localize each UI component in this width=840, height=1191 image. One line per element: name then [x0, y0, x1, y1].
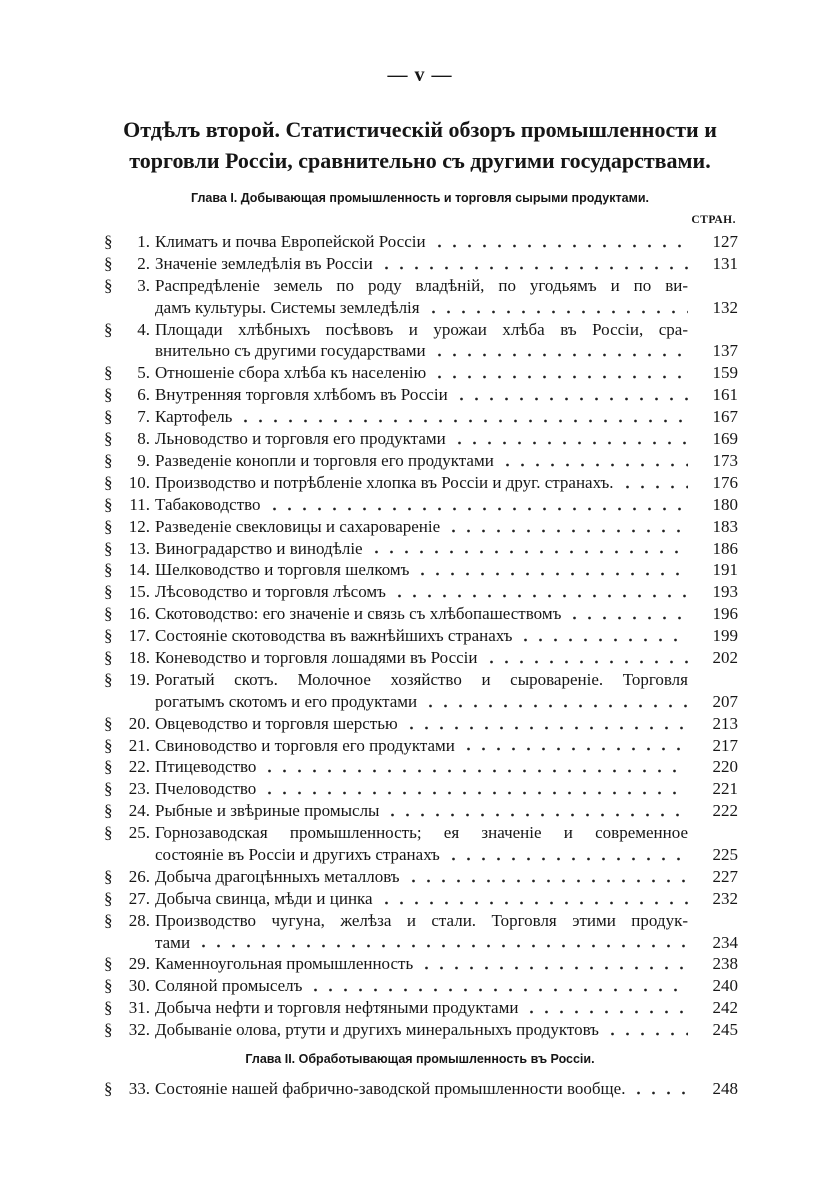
dot-leader [392, 581, 688, 603]
entry-line [155, 866, 738, 888]
entry-number: 5. [137, 363, 150, 383]
entry-number: 6. [137, 385, 150, 405]
entry-title: Разведеніе конопли и торговля его продуктами [155, 450, 494, 470]
section-sign: § [104, 998, 113, 1018]
entry-page: 242 [712, 998, 738, 1018]
section-sign: § [104, 538, 113, 558]
entry-number: 1. [137, 232, 150, 251]
entry-line [155, 384, 738, 406]
entry-body [155, 953, 738, 975]
toc-entry [104, 428, 738, 450]
entry-body [155, 822, 738, 866]
entry-number: 12. [128, 516, 150, 536]
entry-title: Пчеловодство [155, 779, 257, 799]
entry-line [155, 756, 738, 778]
entry-title: дамъ культуры. Системы земледѣлія [155, 297, 420, 317]
toc-entry [104, 362, 738, 384]
entry-body [155, 516, 738, 538]
section-sign: § [104, 647, 113, 667]
entry-body [155, 406, 738, 428]
entry-line [155, 472, 738, 494]
entry-line [155, 691, 738, 713]
dot-leader [567, 603, 688, 625]
entry-line [155, 1078, 738, 1100]
entry-page: 240 [712, 976, 738, 996]
toc-entry [104, 625, 738, 647]
entry-body [155, 713, 738, 735]
toc-entry [104, 559, 738, 581]
entry-title: Овцеводство и торговля шерстью [155, 713, 398, 733]
section-title-line-1: Отдѣлъ второй. Статистическій обзоръ промышленности и [123, 117, 717, 142]
entry-line [155, 822, 738, 844]
entry-line [155, 406, 738, 428]
entry-title: Рыбные и звѣриные промыслы [155, 801, 380, 821]
entry-line [155, 340, 738, 362]
section-sign: § [104, 954, 113, 974]
entry-line [155, 538, 738, 560]
entry-number: 18. [128, 647, 150, 667]
entry-body [155, 231, 738, 253]
section-sign: § [104, 472, 113, 492]
entry-page: 196 [712, 604, 738, 624]
entry-body [155, 778, 738, 800]
entry-number: 22. [128, 757, 150, 777]
dot-leader [454, 384, 688, 406]
entry-line [155, 319, 738, 341]
dot-leader [415, 559, 688, 581]
entry-number: 27. [128, 888, 150, 908]
entry-number: 9. [137, 450, 150, 470]
section-sign: § [104, 604, 113, 624]
entry-body [155, 647, 738, 669]
toc-entry [104, 384, 738, 406]
entry-page: 238 [712, 954, 738, 974]
entry-title: Площади хлѣбныхъ посѣвовъ и урожаи хлѣба въ Россіи, сра- [155, 319, 688, 339]
dot-leader [452, 428, 688, 450]
toc-entry [104, 953, 738, 975]
entry-title: Разведеніе свекловицы и сахаровареніе [155, 516, 441, 536]
dot-leader [379, 888, 688, 910]
entry-page: 180 [712, 494, 738, 514]
dot-leader [426, 297, 688, 319]
dot-leader [423, 691, 688, 713]
entry-body [155, 975, 738, 997]
dot-leader [620, 472, 689, 494]
entry-number: 17. [128, 626, 150, 646]
entry-page: 159 [712, 363, 738, 383]
entry-line [155, 581, 738, 603]
dot-leader [419, 953, 688, 975]
entry-line [155, 844, 738, 866]
dot-leader [369, 538, 688, 560]
entry-page: 207 [712, 691, 738, 711]
toc-entry [104, 581, 738, 603]
entry-line [155, 450, 738, 472]
entry-line [155, 735, 738, 757]
entry-body [155, 494, 738, 516]
toc-chapter-1 [104, 231, 738, 1041]
entry-title: Льноводство и торговля его продуктами [155, 429, 446, 449]
entry-title: внительно съ другими государствами [155, 341, 426, 361]
entry-page: 193 [712, 582, 738, 602]
toc-entry [104, 406, 738, 428]
entry-page: 234 [712, 932, 738, 952]
entry-page: 176 [712, 472, 738, 492]
entry-body [155, 319, 738, 363]
dot-leader [238, 406, 688, 428]
entry-body [155, 253, 738, 275]
entry-body [155, 1019, 738, 1041]
toc-entry [104, 756, 738, 778]
entry-body [155, 275, 738, 319]
entry-number: 2. [137, 253, 150, 273]
section-sign: § [104, 1020, 113, 1040]
entry-title: Соляной промыселъ [155, 976, 303, 996]
toc-entry [104, 319, 738, 363]
entry-page: 169 [712, 429, 738, 449]
entry-title: Свиноводство и торговля его продуктами [155, 735, 455, 755]
entry-page: 137 [712, 341, 738, 361]
entry-body [155, 800, 738, 822]
entry-number: 8. [137, 429, 150, 449]
section-sign: § [104, 669, 113, 689]
section-sign: § [104, 976, 113, 996]
entry-body [155, 756, 738, 778]
entry-line [155, 603, 738, 625]
entry-number: 3. [137, 275, 150, 295]
entry-line [155, 953, 738, 975]
entry-title: Производство чугуна, желѣза и стали. Торговля этими продук- [155, 910, 688, 930]
dot-leader [484, 647, 688, 669]
section-sign: § [104, 779, 113, 799]
toc-entry [104, 713, 738, 735]
entry-line [155, 253, 738, 275]
entry-title: Скотоводство: его значеніе и связь съ хлѣбопашествомъ [155, 604, 562, 624]
entry-page: 245 [712, 1020, 738, 1040]
entry-body [155, 450, 738, 472]
entry-body [155, 472, 738, 494]
entry-title: Добыча драгоцѣнныхъ металловъ [155, 866, 400, 886]
entry-body [155, 866, 738, 888]
toc-entry [104, 231, 738, 253]
dot-leader [432, 340, 688, 362]
entry-page: 161 [712, 385, 738, 405]
toc-entry [104, 997, 738, 1019]
entry-line [155, 888, 738, 910]
toc-entry [104, 603, 738, 625]
section-sign: § [104, 910, 113, 930]
entry-body [155, 997, 738, 1019]
toc-entry [104, 822, 738, 866]
entry-page: 248 [712, 1079, 738, 1098]
toc-entry [104, 1078, 738, 1100]
entry-body [155, 1078, 738, 1100]
entry-number: 19. [128, 669, 150, 689]
entry-number: 28. [128, 910, 150, 930]
toc-entry [104, 450, 738, 472]
entry-number: 24. [128, 801, 150, 821]
entry-title: рогатымъ скотомъ и его продуктами [155, 691, 418, 711]
dot-leader [267, 494, 688, 516]
entry-page: 217 [712, 735, 738, 755]
section-sign: § [104, 713, 113, 733]
entry-page: 225 [712, 844, 738, 864]
toc-entry [104, 494, 738, 516]
entry-line [155, 625, 738, 647]
dot-leader [461, 735, 688, 757]
entry-page: 213 [712, 713, 738, 733]
entry-body [155, 888, 738, 910]
toc-entry [104, 275, 738, 319]
entry-title: Виноградарство и винодѣліе [155, 538, 363, 558]
entry-line [155, 932, 738, 954]
entry-number: 23. [128, 779, 150, 799]
entry-number: 16. [128, 604, 150, 624]
section-sign: § [104, 735, 113, 755]
section-title-line-2: торговли Россіи, сравнительно съ другими государствами. [129, 148, 711, 173]
toc-entry [104, 888, 738, 910]
section-sign: § [104, 494, 113, 514]
dot-leader [406, 866, 688, 888]
entry-line [155, 669, 738, 691]
entry-line [155, 997, 738, 1019]
section-sign: § [104, 888, 113, 908]
entry-line [155, 647, 738, 669]
entry-line [155, 362, 738, 384]
entry-body [155, 669, 738, 713]
entry-title: Отношеніе сбора хлѣба къ населенію [155, 363, 427, 383]
dot-leader [446, 516, 688, 538]
entry-page: 127 [712, 232, 738, 251]
entry-title: Картофель [155, 407, 233, 427]
entry-title: Коневодство и торговля лошадями въ Россіи [155, 647, 478, 667]
toc-entry [104, 975, 738, 997]
entry-title: Добыча свинца, мѣди и цинка [155, 888, 373, 908]
entry-line [155, 1019, 738, 1041]
entry-number: 13. [128, 538, 150, 558]
dot-leader [308, 975, 688, 997]
section-sign: § [104, 407, 113, 427]
toc-entry [104, 866, 738, 888]
section-sign: § [104, 253, 113, 273]
section-sign: § [104, 1079, 113, 1098]
entry-title: Климатъ и почва Европейской Россіи [155, 232, 426, 251]
toc-entry [104, 910, 738, 954]
section-sign: § [104, 363, 113, 383]
entry-number: 14. [128, 560, 150, 580]
entry-title: Лѣсоводство и торговля лѣсомъ [155, 582, 386, 602]
entry-title: Внутренняя торговля хлѣбомъ въ Россіи [155, 385, 448, 405]
entry-line [155, 494, 738, 516]
dot-leader [432, 231, 688, 253]
page-number: — v — [387, 64, 453, 86]
section-title [90, 114, 750, 176]
entry-number: 11. [129, 494, 150, 514]
dot-leader [631, 1078, 688, 1100]
entry-line [155, 231, 738, 253]
section-sign: § [104, 582, 113, 602]
entry-title: Добываніе олова, ртути и другихъ минеральныхъ продуктовъ [155, 1020, 599, 1040]
toc-entry [104, 669, 738, 713]
entry-line [155, 800, 738, 822]
entry-line [155, 516, 738, 538]
toc-entry [104, 538, 738, 560]
toc-entry [104, 472, 738, 494]
toc-entry [104, 778, 738, 800]
entry-title: Каменноугольная промышленность [155, 954, 414, 974]
entry-body [155, 625, 738, 647]
entry-number: 21. [128, 735, 150, 755]
entry-page: 186 [712, 538, 738, 558]
entry-number: 31. [128, 998, 150, 1018]
section-sign: § [104, 319, 113, 339]
dot-leader [385, 800, 688, 822]
entry-page: 232 [712, 888, 738, 908]
entry-page: 191 [712, 560, 738, 580]
entry-page: 131 [712, 253, 738, 273]
section-sign: § [104, 866, 113, 886]
entry-line [155, 297, 738, 319]
entry-body [155, 603, 738, 625]
section-sign: § [104, 560, 113, 580]
entry-line [155, 975, 738, 997]
dot-leader [262, 756, 688, 778]
chapter-1-heading: Глава I. Добывающая промышленность и торговля сырыми продуктами. [191, 191, 649, 205]
toc-chapter-2 [104, 1078, 738, 1100]
entry-number: 33. [128, 1079, 150, 1098]
entry-body [155, 910, 738, 954]
dot-leader [196, 932, 688, 954]
toc-entry [104, 1019, 738, 1041]
entry-number: 15. [128, 582, 150, 602]
entry-title: Добыча нефти и торговля нефтяными продуктами [155, 998, 519, 1018]
dot-leader [446, 844, 688, 866]
entry-title: Значеніе земледѣлія въ Россіи [155, 253, 373, 273]
toc-entry [104, 253, 738, 275]
entry-body [155, 559, 738, 581]
entry-title: Табаководство [155, 494, 261, 514]
entry-title: Производство и потрѣбленіе хлопка въ Россіи и друг. странахъ. [155, 472, 614, 492]
entry-line [155, 778, 738, 800]
entry-body [155, 581, 738, 603]
section-sign: § [104, 757, 113, 777]
entry-page: 183 [712, 516, 738, 536]
entry-number: 25. [128, 823, 150, 843]
toc-entry [104, 735, 738, 757]
entry-title: Состояніе нашей фабрично-заводской промышленности вообще. [155, 1079, 626, 1098]
section-sign: § [104, 429, 113, 449]
section-sign: § [104, 516, 113, 536]
entry-title: тами [155, 932, 191, 952]
entry-line [155, 713, 738, 735]
entry-title: Состояніе скотоводства въ важнѣйшихъ странахъ [155, 626, 513, 646]
entry-body [155, 384, 738, 406]
entry-body [155, 735, 738, 757]
entry-number: 10. [128, 472, 150, 492]
chapter-2-heading: Глава II. Обработывающая промышленность въ Россіи. [245, 1052, 595, 1066]
entry-line [155, 275, 738, 297]
entry-title: Распредѣленіе земель по роду владѣній, по угодьямъ и по ви- [155, 275, 688, 295]
entry-page: 202 [712, 647, 738, 667]
toc-entry [104, 800, 738, 822]
entry-page: 173 [712, 450, 738, 470]
dot-leader [432, 362, 688, 384]
entry-body [155, 538, 738, 560]
dot-leader [518, 625, 688, 647]
section-sign: § [104, 801, 113, 821]
entry-page: 199 [712, 626, 738, 646]
entry-body [155, 362, 738, 384]
toc-entry [104, 516, 738, 538]
section-sign: § [104, 232, 113, 251]
entry-title: Шелководство и торговля шелкомъ [155, 560, 410, 580]
dot-leader [605, 1019, 688, 1041]
dot-leader [500, 450, 688, 472]
entry-page: 132 [712, 297, 738, 317]
entry-line [155, 559, 738, 581]
section-sign: § [104, 626, 113, 646]
entry-page: 221 [712, 779, 738, 799]
dot-leader [404, 713, 688, 735]
entry-body [155, 428, 738, 450]
entry-number: 29. [128, 954, 150, 974]
dot-leader [262, 778, 688, 800]
section-sign: § [104, 385, 113, 405]
entry-title: Птицеводство [155, 757, 257, 777]
entry-line [155, 428, 738, 450]
entry-page: 227 [712, 866, 738, 886]
toc-entry [104, 647, 738, 669]
entry-number: 26. [128, 866, 150, 886]
entry-number: 20. [128, 713, 150, 733]
pages-column-header: СТРАН. [691, 214, 736, 226]
entry-page: 167 [712, 407, 738, 427]
entry-number: 30. [128, 976, 150, 996]
section-sign: § [104, 823, 113, 843]
entry-title: Рогатый скотъ. Молочное хозяйство и сыровареніе. Торговля [155, 669, 688, 689]
entry-title: Горнозаводская промышленность; ея значеніе и современное [155, 823, 688, 843]
section-sign: § [104, 275, 113, 295]
entry-number: 7. [137, 407, 150, 427]
entry-page: 220 [712, 757, 738, 777]
dot-leader [379, 253, 688, 275]
entry-page: 222 [712, 801, 738, 821]
dot-leader [524, 997, 688, 1019]
entry-number: 32. [128, 1020, 150, 1040]
entry-number: 4. [137, 319, 150, 339]
section-sign: § [104, 450, 113, 470]
entry-line [155, 910, 738, 932]
entry-title: состояніе въ Россіи и другихъ странахъ [155, 844, 440, 864]
